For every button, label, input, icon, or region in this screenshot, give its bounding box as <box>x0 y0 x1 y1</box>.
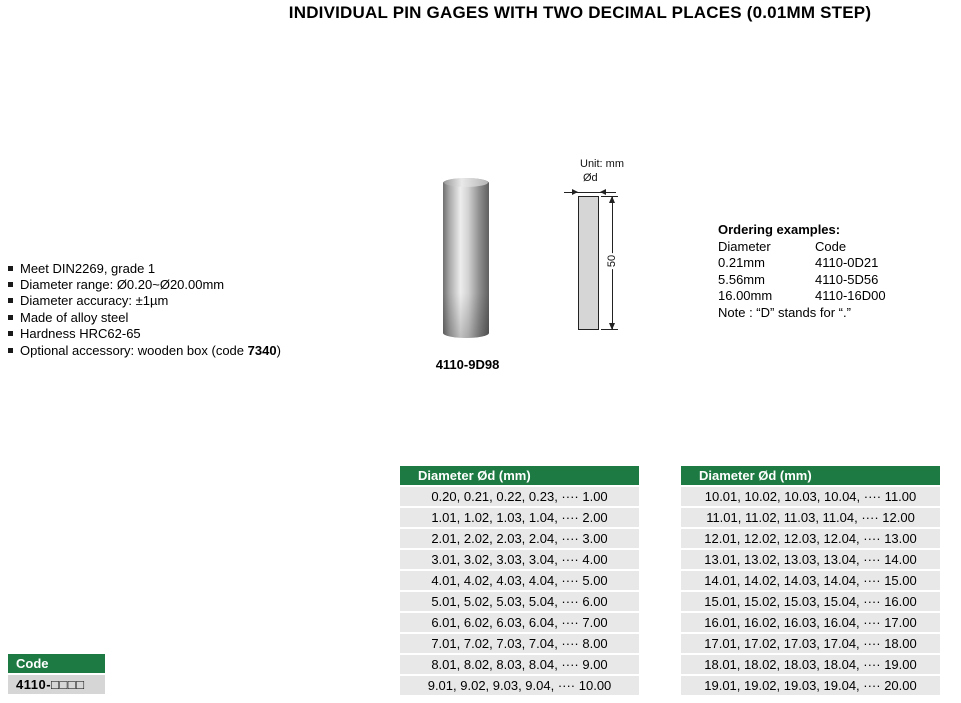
feature-item <box>8 293 281 309</box>
ordering-code: 4110-16D00 <box>815 288 886 304</box>
ordering-col-code: Code <box>815 239 847 255</box>
ordering-heading: Ordering examples: <box>718 222 841 237</box>
feature-text: Diameter range: Ø0.20~Ø20.00mm <box>20 277 225 293</box>
dimension-drawing <box>560 158 670 348</box>
table-row: 0.20, 0.21, 0.22, 0.23, ···· 1.00 <box>400 487 639 506</box>
bullet-icon <box>8 348 13 353</box>
code-block-header: Code <box>8 654 105 673</box>
table-header: Diameter Ød (mm) <box>400 466 639 485</box>
table-row: 11.01, 11.02, 11.03, 11.04, ···· 12.00 <box>681 508 940 527</box>
feature-item <box>8 309 281 325</box>
unit-label: Unit: mm <box>580 158 624 170</box>
bullet-icon <box>8 315 13 320</box>
bullet-icon <box>8 266 13 271</box>
table-row: 9.01, 9.02, 9.03, 9.04, ···· 10.00 <box>400 676 639 695</box>
feature-text: Meet DIN2269, grade 1 <box>20 260 156 276</box>
arrow-down-icon <box>609 323 615 330</box>
table-row: 10.01, 10.02, 10.03, 10.04, ···· 11.00 <box>681 487 940 506</box>
pin-outline-rectangle <box>578 196 599 330</box>
bullet-icon <box>8 298 13 303</box>
diameter-dimension-label: Ød <box>583 172 598 184</box>
ordering-col-diameter: Diameter <box>718 239 771 255</box>
ordering-diameter: 0.21mm <box>718 255 765 271</box>
product-model-label: 4110-9D98 <box>435 357 500 372</box>
arrow-right-icon <box>572 189 578 195</box>
ordering-note: Note : “D” stands for “.” <box>718 304 851 320</box>
table-row: 12.01, 12.02, 12.03, 12.04, ···· 13.00 <box>681 529 940 548</box>
table-body <box>681 487 940 695</box>
table-row: 17.01, 17.02, 17.03, 17.04, ···· 18.00 <box>681 634 940 653</box>
ordering-column-headers <box>718 238 958 254</box>
feature-text: Hardness HRC62-65 <box>20 326 141 342</box>
feature-item <box>8 260 281 276</box>
table-row: 16.01, 16.02, 16.03, 16.04, ···· 17.00 <box>681 613 940 632</box>
table-row: 19.01, 19.02, 19.03, 19.04, ···· 20.00 <box>681 676 940 695</box>
ordering-rows <box>718 255 958 304</box>
table-row: 1.01, 1.02, 1.03, 1.04, ···· 2.00 <box>400 508 639 527</box>
table-row: 13.01, 13.02, 13.03, 13.04, ···· 14.00 <box>681 550 940 569</box>
feature-list <box>8 260 281 358</box>
length-dimension-label: 50 <box>606 254 619 268</box>
pin-shadow <box>443 293 489 338</box>
table-row: 4.01, 4.02, 4.03, 4.04, ···· 5.00 <box>400 571 639 590</box>
ordering-row <box>718 288 958 304</box>
table-row: 2.01, 2.02, 2.03, 2.04, ···· 3.00 <box>400 529 639 548</box>
table-header: Diameter Ød (mm) <box>681 466 940 485</box>
table-row: 3.01, 3.02, 3.03, 3.04, ···· 4.00 <box>400 550 639 569</box>
feature-item <box>8 276 281 292</box>
feature-text: Optional accessory: wooden box (code 7340) <box>20 342 281 358</box>
diameter-table-left <box>400 466 639 695</box>
ordering-code: 4110-0D21 <box>815 255 879 271</box>
ordering-row <box>718 271 958 287</box>
ordering-row <box>718 255 958 271</box>
arrow-up-icon <box>609 196 615 203</box>
diameter-table-right <box>681 466 940 695</box>
bullet-icon <box>8 331 13 336</box>
table-row: 7.01, 7.02, 7.03, 7.04, ···· 8.00 <box>400 634 639 653</box>
ordering-code: 4110-5D56 <box>815 271 879 287</box>
ordering-examples <box>718 222 958 321</box>
table-row: 15.01, 15.02, 15.03, 15.04, ···· 16.00 <box>681 592 940 611</box>
code-block-value: 4110-□□□□ <box>8 675 105 694</box>
table-row: 6.01, 6.02, 6.03, 6.04, ···· 7.00 <box>400 613 639 632</box>
arrow-left-icon <box>600 189 606 195</box>
feature-item <box>8 326 281 342</box>
table-row: 5.01, 5.02, 5.03, 5.04, ···· 6.00 <box>400 592 639 611</box>
table-body <box>400 487 639 695</box>
bullet-icon <box>8 282 13 287</box>
table-row: 18.01, 18.02, 18.03, 18.04, ···· 19.00 <box>681 655 940 674</box>
pin-gage-photo <box>443 178 489 338</box>
feature-item <box>8 342 281 358</box>
feature-text: Diameter accuracy: ±1µm <box>20 293 169 309</box>
pin-top-cap <box>444 178 488 187</box>
feature-text: Made of alloy steel <box>20 309 129 325</box>
page-title: INDIVIDUAL PIN GAGES WITH TWO DECIMAL PLACES (0.01MM STEP) <box>288 3 872 22</box>
table-row: 14.01, 14.02, 14.03, 14.04, ···· 15.00 <box>681 571 940 590</box>
ordering-diameter: 16.00mm <box>718 288 773 304</box>
ordering-diameter: 5.56mm <box>718 271 765 287</box>
table-row: 8.01, 8.02, 8.03, 8.04, ···· 9.00 <box>400 655 639 674</box>
